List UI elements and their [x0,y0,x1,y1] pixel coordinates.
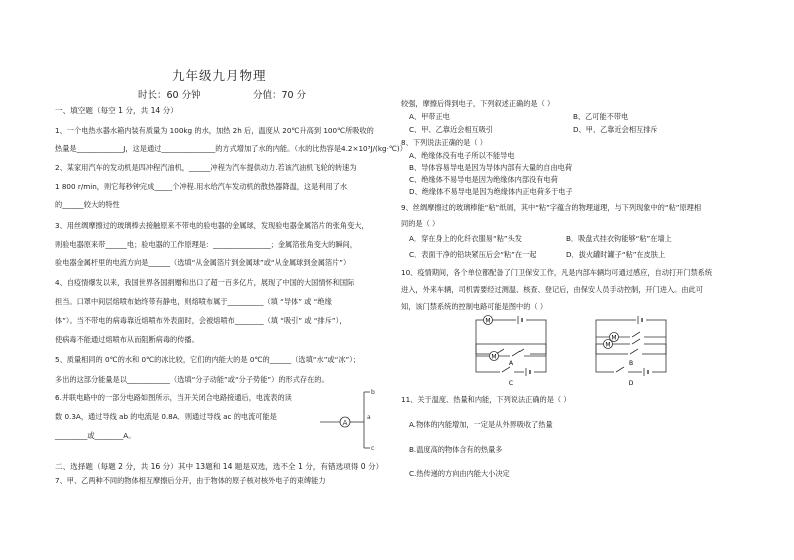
svg-text:M: M [491,353,497,361]
q2-line-3: 的______较大的特性 [55,200,120,209]
circuit-c-label: C [508,380,514,387]
q8-option-d: D、绝缘体不易导电是因为绝缘体内正电荷多于电子 [409,187,573,196]
q5-line-2: 多出的这部分能量是以____________（选填“分子动能”或“分子势能”）的形式存在的。 [55,375,329,384]
q9-option-c: C．表面干净的铅块紧压后会“粘”在一起 [409,250,537,259]
q1-line-2: 热量是_____________J，这是通过_______________的方式增加了水的内能。（水的比热容是4.2×10³J/(kg·℃)） [55,144,407,153]
q11-option-b: B.温度高的物体含有的热量多 [409,445,503,454]
q10-line-3: 知，该门禁系统的控制电路可能是图中的（ ） [401,302,548,311]
q3-line-3: 验电器金属杆里的电流方向是______（选填“从金属箔片到金属球”或“从金属球到金属箔片”） [55,258,351,267]
q4-line-3: 体”）。当不带电的病毒靠近熔喷布外表面时，会被熔喷布________（填 “吸引” 或 “排斥”）， [55,316,347,325]
q7-option-c: C、甲、乙靠近会相互吸引 [409,125,494,134]
exam-duration: 时长：60 分钟 [138,90,201,101]
q11-stem: 11、关于温度、热量和内能，下列说法正确的是（ ） [401,395,571,404]
q9-option-a: A．穿在身上的化纤衣服易“粘”头发 [409,234,522,243]
q3-line-2: 则验电器原来带______电；验电器的工作原理是：________________；金属箔张角变大的瞬间， [55,240,357,249]
section-fill-in-heading: 一、填空题（每空 1 分，共 14 分） [55,106,178,115]
q9-option-d: D．拔火罐时罐子“粘”在皮肤上 [566,250,666,259]
circuit-b-label: B [628,360,634,367]
ammeter-symbol: A [342,419,348,427]
q4-line-2: 担当。口罩中间层熔喷布始终带有静电，则熔喷布属于__________（填 “导体” 或 “绝缘 [55,297,332,306]
wire-label-c: c [371,445,375,452]
q5-line-1: 5、质量相同的 0℃的水和 0℃的冰比较，它们的内能大的是 0℃的______（选填“水”或“冰”）； [55,355,361,364]
q9-option-b: B．吸盘式挂衣钩能够“粘”在墙上 [566,234,672,243]
q10-line-1: 10、疫情期间，各个单位都配备了门卫保安工作，凡是内部车辆均可通过感应，自动打开门禁系统 [401,268,713,277]
q11-option-a: A.物体的内能增加，一定是从外界吸收了热量 [409,420,553,429]
q9-line-2: 同的是（ ） [401,219,440,228]
wire-label-a: a [367,414,371,421]
q8-option-b: B、导体容易导电是因为导体内部有大量的自由电荷 [409,163,573,172]
q6-line-1: 6.并联电路中的一部分电路如图所示，当开关闭合电路接通后，电流表的读 [55,393,292,402]
q11-option-c: C.热传递的方向由内能大小决定 [409,469,510,478]
q7-option-d: D、甲、乙靠近会相互排斥 [573,125,658,134]
circuit-c-diagram [470,340,552,390]
q4-line-1: 4、自疫情爆发以来，我国世界各国捐赠和出口了超一百多亿片，展现了中国的大国情怀和国际 [55,278,355,287]
q1-line-1: 1、一个电热水器水箱内装有质量为 100kg 的水，加热 2h 后，温度从 20℃升高到 100℃所吸收的 [55,126,374,135]
q7-line-1: 7、甲、乙两种不同的物体相互摩擦后分开，由于物体的原子核对核外电子的束缚能力 [55,476,326,485]
svg-text:M: M [611,334,617,342]
svg-text:M: M [485,317,491,325]
svg-text:M: M [605,341,611,349]
q2-line-2: 1 800 r/min，则它每秒钟完成_____个冲程.用水给汽车发动机的散热器降温，这是利用了水 [55,182,348,191]
q10-line-2: 进入，外来车辆，司机需要经过测温、核查、登记后，由保安人员手动控制，开门进入。由此可 [401,285,703,294]
q9-line-1: 9、丝绸摩擦过的玻璃棒能“粘”纸屑，其中“粘”字蕴含的物理道理，与下列现象中的“粘”原理相 [401,203,702,212]
circuit-a-label: A [508,360,514,367]
q6-circuit-diagram [318,386,378,456]
q4-line-4: 使病毒不能通过熔喷布从而阻断病毒的传播。 [55,335,199,344]
q7-option-b: B、乙可能不带电 [573,112,629,121]
q3-line-1: 3、用丝绸摩擦过的玻璃棒去接触原来不带电的验电器的金属球，发现验电器金属箔片的张角变大， [55,221,369,230]
circuit-d-diagram [590,340,672,390]
circuit-d-label: D [628,380,634,387]
q2-line-1: 2、某家用汽车的发动机是四冲程汽油机，______冲程为汽车提供动力.若该汽油机飞轮的转速为 [55,163,357,172]
q6-line-3: _________或________A。 [55,431,136,440]
q8-option-c: C、绝缘体不易导电是因为绝缘体内部没有电荷 [409,175,558,184]
q7-line-2: 较强，摩擦后得到电子，下列叙述正确的是（ ） [401,99,555,108]
q8-option-a: A、绝缘体没有电子所以不能导电 [409,151,515,160]
exam-title: 九年级九月物理 [172,68,267,83]
q6-line-2: 数 0.3A，通过导线 ab 的电流是 0.8A．则通过导线 ac 的电流可能是 [55,412,277,421]
section-choice-heading: 二、选择题（每题 2 分，共 16 分）其中 13题和 14 题是双选，选不全 1 分，有错选项得 0 分） [55,462,384,471]
exam-total-score: 分值：70 分 [253,90,307,101]
q8-stem: 8、下列说法正确的是（ ） [401,138,487,147]
wire-label-b: b [371,389,375,396]
q7-option-a: A、甲带正电 [409,112,450,121]
